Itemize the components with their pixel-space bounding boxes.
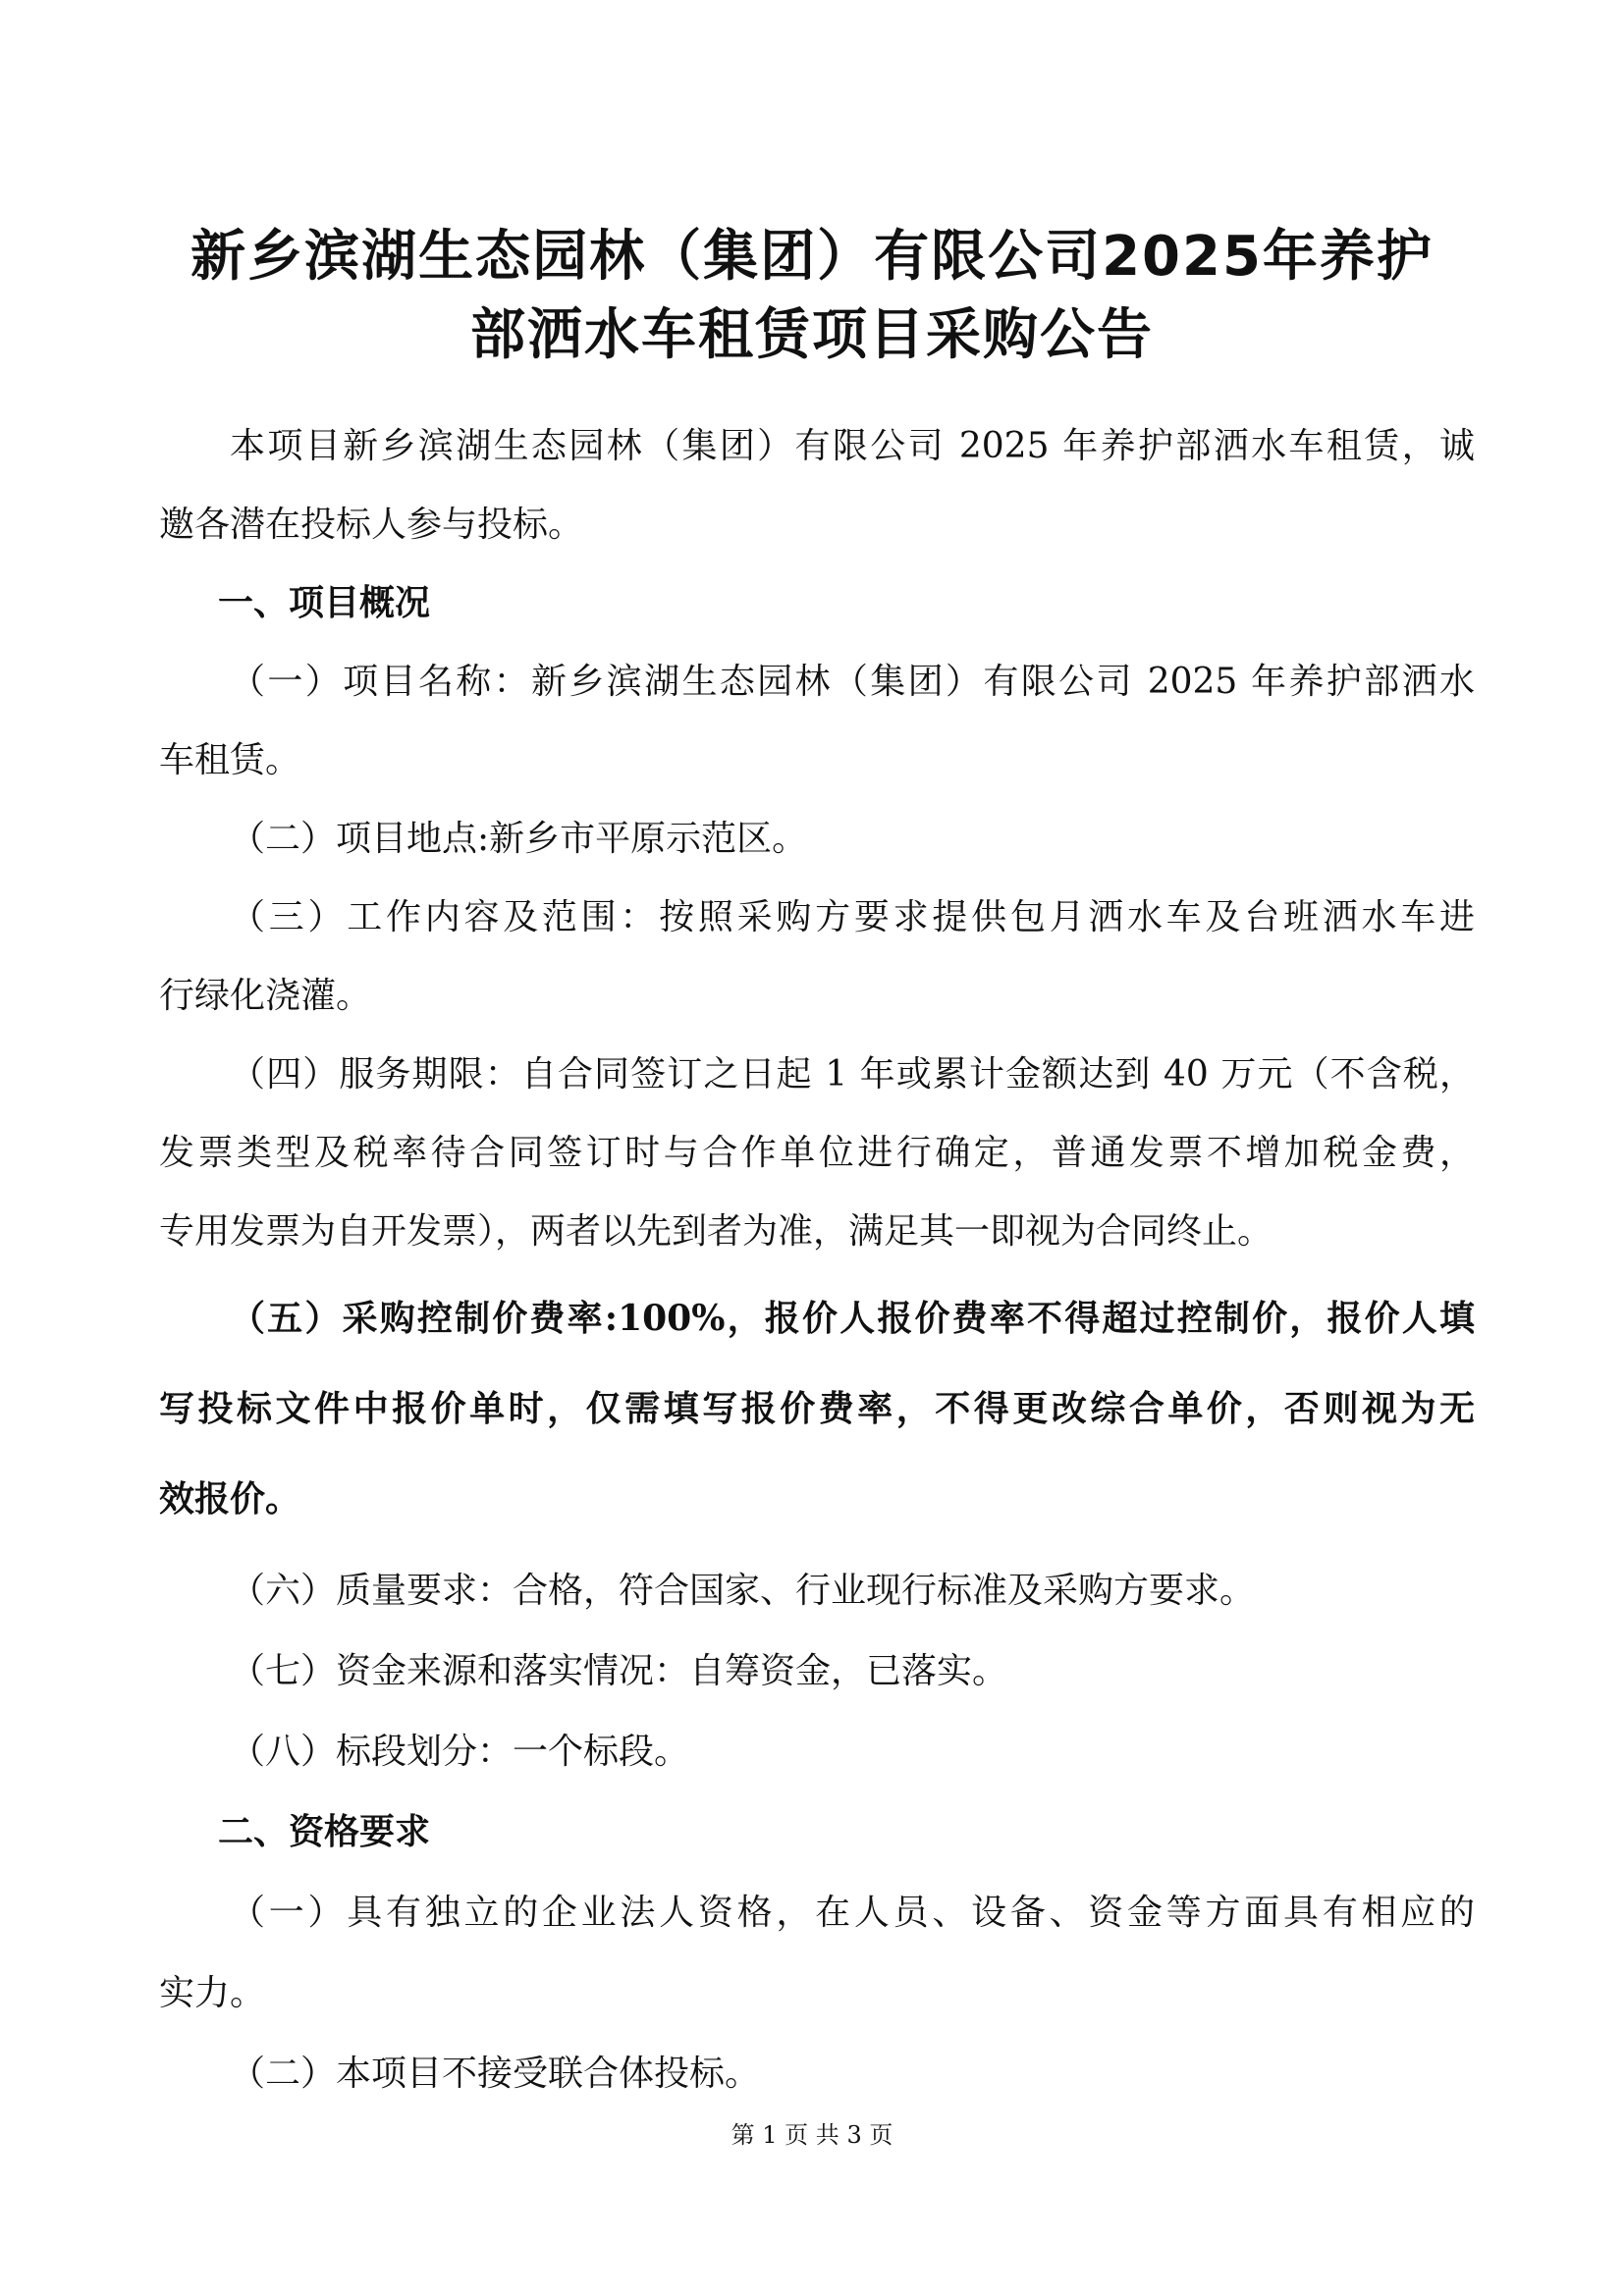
funding-source: （七）资金来源和落实情况：自筹资金，已落实。	[230, 1651, 1008, 1691]
service-period-line-2: 发票类型及税率待合同签订时与合作单位进行确定，普通发票不增加税金费，	[159, 1133, 1475, 1173]
qualification-item-1-line-2: 实力。	[159, 1973, 266, 2013]
project-name-line-2: 车租赁。	[159, 740, 301, 780]
quality-requirements: （六）质量要求：合格，符合国家、行业现行标准及采购方要求。	[230, 1571, 1256, 1611]
work-scope-line-1: （三）工作内容及范围：按照采购方要求提供包月洒水车及台班洒水车进	[230, 897, 1475, 937]
control-price-line-3: 效报价。	[159, 1478, 301, 1520]
control-price-line-2: 写投标文件中报价单时，仅需填写报价费率，不得更改综合单价，否则视为无	[159, 1388, 1475, 1429]
qualification-item-1-line-1: （一）具有独立的企业法人资格，在人员、设备、资金等方面具有相应的	[230, 1893, 1475, 1933]
document-title-line-2: 部洒水车租赁项目采购公告	[470, 303, 1154, 367]
qualification-item-2: （二）本项目不接受联合体投标。	[230, 2054, 761, 2094]
project-location: （二）项目地点:新乡市平原示范区。	[230, 819, 808, 859]
service-period-line-3: 专用发票为自开发票），两者以先到者为准，满足其一即视为合同终止。	[159, 1211, 1273, 1252]
page-number-footer: 第 1 页 共 3 页	[731, 2121, 893, 2149]
intro-paragraph-line-1: 本项目新乡滨湖生态园林（集团）有限公司 2025 年养护部洒水车租赁，诚	[230, 426, 1475, 466]
project-name-line-1: （一）项目名称：新乡滨湖生态园林（集团）有限公司 2025 年养护部洒水	[230, 662, 1475, 702]
lot-division: （八）标段划分：一个标段。	[230, 1732, 690, 1772]
intro-paragraph-line-2: 邀各潜在投标人参与投标。	[159, 505, 584, 545]
section-heading-project-overview: 一、项目概况	[218, 583, 431, 623]
section-heading-qualification: 二、资格要求	[218, 1812, 431, 1852]
control-price-line-1: （五）采购控制价费率:100%，报价人报价费率不得超过控制价，报价人填	[230, 1298, 1475, 1339]
service-period-line-1: （四）服务期限：自合同签订之日起 1 年或累计金额达到 40 万元（不含税，	[230, 1054, 1475, 1095]
work-scope-line-2: 行绿化浇灌。	[159, 976, 372, 1016]
document-title-line-1: 新乡滨湖生态园林（集团）有限公司2025年养护	[190, 225, 1434, 289]
